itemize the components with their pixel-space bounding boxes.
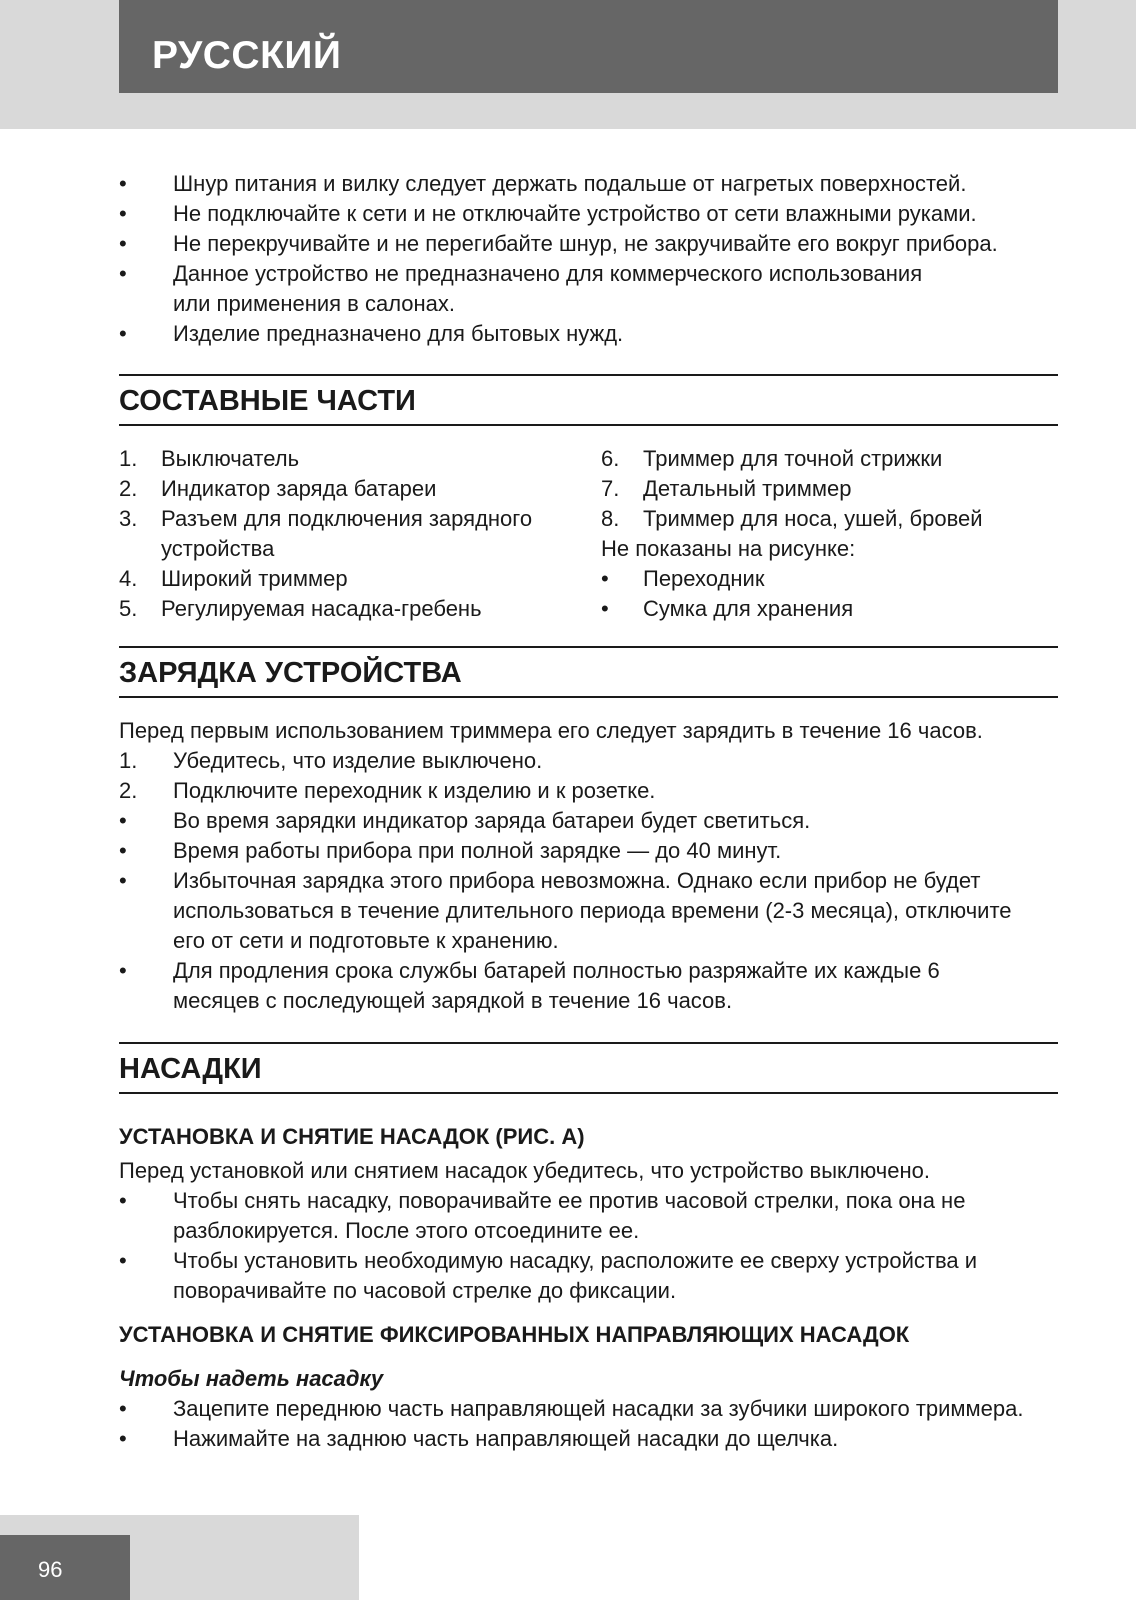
not-shown-label: Не показаны на рисунке: <box>601 536 856 561</box>
list-item: 1. Убедитесь, что изделие выключено. <box>119 748 543 773</box>
subheading-fixed-guides: УСТАНОВКА И СНЯТИЕ ФИКСИРОВАННЫХ НАПРАВЛЯЮЩИХ НАСАДОК <box>119 1322 910 1347</box>
list-item: 2. Подключите переходник к изделию и к розетке. <box>119 778 656 803</box>
bullet-marker: • <box>119 321 127 346</box>
section-heading: СОСТАВНЫЕ ЧАСТИ <box>119 385 416 417</box>
list-item: • Время работы прибора при полной зарядке — до 40 минут. <box>119 836 1058 866</box>
parts-list-right <box>601 444 1058 624</box>
section-parts <box>119 374 1058 426</box>
bullet-marker: • <box>119 1426 127 1451</box>
charging-content <box>119 716 1058 1016</box>
page-number: 96 <box>38 1557 63 1582</box>
bullet-marker: • <box>119 958 127 983</box>
list-item: 2. Индикатор заряда батареи <box>119 476 437 501</box>
list-item: • Для продления срока службы батарей полностью разряжайте их каждые 6 месяцев с последующей зарядкой в течение 16 часов. <box>119 958 940 1013</box>
list-item: 1. Выключатель <box>119 446 300 471</box>
subheading-attach-remove: УСТАНОВКА И СНЯТИЕ НАСАДОК (РИС. A) <box>119 1124 585 1149</box>
language-title: РУССКИЙ <box>152 34 342 77</box>
list-item: • Изделие предназначено для бытовых нужд. <box>119 319 1058 349</box>
bullet-marker: • <box>119 1248 127 1273</box>
bullet-marker: • <box>119 1188 127 1213</box>
list-item: • Во время зарядки индикатор заряда батареи будет светиться. <box>119 806 1058 836</box>
list-item: 6. Триммер для точной стрижки <box>601 446 943 471</box>
list-item: • Данное устройство не предназначено для коммерческого использования или применения в салонах. <box>119 261 923 316</box>
list-item: • Переходник <box>601 564 1058 594</box>
list-item: 5. Регулируемая насадка-гребень <box>119 596 482 621</box>
section-heading: ЗАРЯДКА УСТРОЙСТВА <box>119 657 462 689</box>
list-item: 8. Триммер для носа, ушей, бровей <box>601 506 983 531</box>
list-item: • Избыточная зарядка этого прибора невозможна. Однако если прибор не будет использоваться в течение длительного периода времени (2-3 месяца), отключите его от сети и подготовьте к хранению. <box>119 868 1012 953</box>
list-item: • Зацепите переднюю часть направляющей насадки за зубчики широкого триммера. <box>119 1394 1058 1424</box>
list-item: • Не подключайте к сети и не отключайте устройство от сети влажными руками. <box>119 199 1058 229</box>
list-item: • Не перекручивайте и не перегибайте шнур, не закручивайте его вокруг прибора. <box>119 229 1058 259</box>
list-item: • Шнур питания и вилку следует держать подальше от нагретых поверхностей. <box>119 169 1058 199</box>
bullet-marker: • <box>119 838 127 863</box>
list-item: • Нажимайте на заднюю часть направляющей насадки до щелчка. <box>119 1424 1058 1454</box>
bullet-marker: • <box>119 201 127 226</box>
language-bar <box>119 0 1058 93</box>
list-item: 3. Разъем для подключения зарядного устройства <box>119 506 533 561</box>
parts-list-left <box>119 444 559 624</box>
list-item: 7. Детальный триммер <box>601 476 852 501</box>
bullet-marker: • <box>119 808 127 833</box>
page-number-box <box>0 1535 130 1600</box>
section-heading: НАСАДКИ <box>119 1053 262 1085</box>
bullet-marker: • <box>601 596 609 621</box>
bullet-marker: • <box>119 868 127 893</box>
intro-bullet-list <box>119 169 1058 349</box>
bullet-marker: • <box>119 1396 127 1421</box>
list-item: 4. Широкий триммер <box>119 566 348 591</box>
fixed-guides-content <box>119 1394 1058 1454</box>
bullet-marker: • <box>601 566 609 591</box>
section-charging <box>119 646 1058 698</box>
section-attachments <box>119 1042 1058 1094</box>
list-item: • Чтобы снять насадку, поворачивайте ее против часовой стрелки, пока она не разблокируется. После этого отсоедините ее. <box>119 1188 966 1243</box>
charging-intro: Перед первым использованием триммера его следует зарядить в течение 16 часов. <box>119 718 983 743</box>
attach-remove-content <box>119 1156 1058 1306</box>
list-item: • Чтобы установить необходимую насадку, расположите ее сверху устройства и поворачивайте по часовой стрелке до фиксации. <box>119 1248 978 1303</box>
subheading-put-on: Чтобы надеть насадку <box>119 1366 384 1391</box>
attach-intro: Перед установкой или снятием насадок убедитесь, что устройство выключено. <box>119 1158 930 1183</box>
bullet-marker: • <box>119 261 127 286</box>
bullet-marker: • <box>119 231 127 256</box>
bullet-marker: • <box>119 171 127 196</box>
list-item: • Сумка для хранения <box>601 594 1058 624</box>
